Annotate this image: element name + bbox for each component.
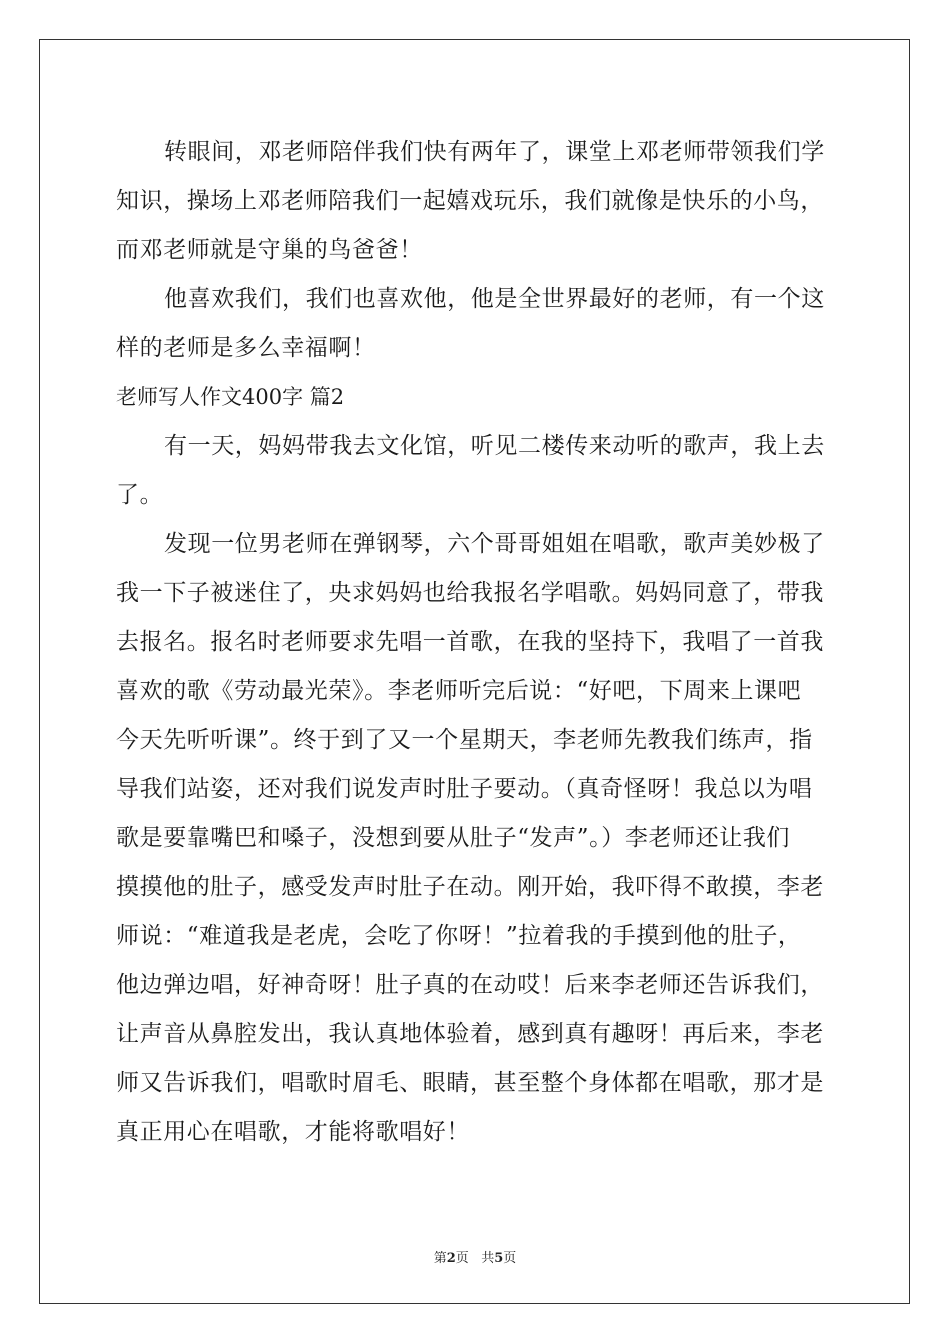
paragraph-line: 我一下子被迷住了，央求妈妈也给我报名学唱歌。妈妈同意了，带我 <box>116 580 824 606</box>
paragraph-line: 发现一位男老师在弹钢琴，六个哥哥姐姐在唱歌，歌声美妙极了 <box>164 531 825 557</box>
paragraph-line: 样的老师是多么幸福啊！ <box>116 335 376 361</box>
page-number-total: 5 <box>494 1251 504 1266</box>
paragraph-line: 喜欢的歌《劳动最光荣》。李老师听完后说：“好吧，下周来上课吧 <box>116 678 802 704</box>
paragraph-line: 让声音从鼻腔发出，我认真地体验着，感到真有趣呀！再后来，李老 <box>116 1021 824 1047</box>
paragraph-line: 他喜欢我们，我们也喜欢他，他是全世界最好的老师，有一个这 <box>164 286 825 312</box>
paragraph-line: 去报名。报名时老师要求先唱一首歌，在我的坚持下，我唱了一首我 <box>116 629 824 655</box>
paragraph <box>116 422 836 520</box>
paragraph <box>116 520 836 1157</box>
document-body <box>116 128 836 1157</box>
paragraph-line: 转眼间，邓老师陪伴我们快有两年了，课堂上邓老师带领我们学 <box>164 139 825 165</box>
page-total-suffix: 页 <box>503 1251 517 1266</box>
paragraph-line: 他边弹边唱，好神奇呀！肚子真的在动哎！后来李老师还告诉我们， <box>116 972 824 998</box>
paragraph-line: 了。 <box>116 482 164 508</box>
paragraph-line: 而邓老师就是守巢的鸟爸爸！ <box>116 237 423 263</box>
page-number-current: 2 <box>446 1251 456 1266</box>
page-number-suffix: 页 <box>455 1251 469 1266</box>
paragraph <box>116 128 836 275</box>
page-footer <box>0 1247 950 1266</box>
paragraph-line: 歌是要靠嘴巴和嗓子，没想到要从肚子“发声”。）李老师还让我们 <box>116 825 791 851</box>
paragraph-line: 知识，操场上邓老师陪我们一起嬉戏玩乐，我们就像是快乐的小鸟， <box>116 188 824 214</box>
paragraph-line: 有一天，妈妈带我去文化馆，听见二楼传来动听的歌声，我上去 <box>164 433 825 459</box>
paragraph-line: 师说：“难道我是老虎，会吃了你呀！”拉着我的手摸到他的肚子， <box>116 923 802 949</box>
paragraph <box>116 275 836 373</box>
section-heading: 老师写人作文400字 篇2 <box>116 385 345 409</box>
paragraph-line: 摸摸他的肚子，感受发声时肚子在动。刚开始，我吓得不敢摸，李老 <box>116 874 824 900</box>
page-total-prefix: 共 <box>481 1251 495 1266</box>
paragraph-line: 真正用心在唱歌，才能将歌唱好！ <box>116 1119 470 1145</box>
page-number-prefix: 第 <box>433 1251 447 1266</box>
paragraph-line: 导我们站姿，还对我们说发声时肚子要动。（真奇怪呀！我总以为唱 <box>116 776 813 802</box>
paragraph-line: 师又告诉我们，唱歌时眉毛、眼睛，甚至整个身体都在唱歌，那才是 <box>116 1070 824 1096</box>
paragraph-line: 今天先听听课”。终于到了又一个星期天，李老师先教我们练声，指 <box>116 727 813 753</box>
